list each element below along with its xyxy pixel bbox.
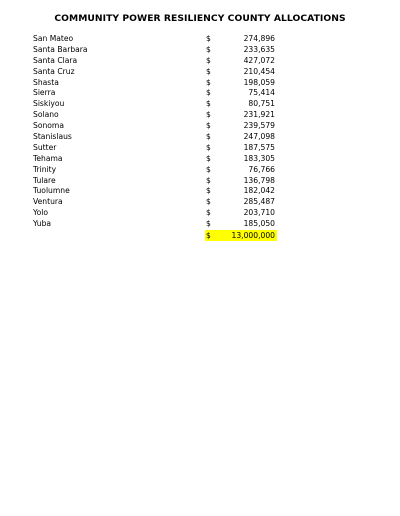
table-row: [33, 56, 283, 67]
county-name: Trinity: [33, 164, 57, 174]
county-name: Stanislaus: [33, 132, 72, 142]
table-row: [33, 197, 283, 208]
total-currency-symbol: $: [206, 231, 211, 241]
county-name: Tehama: [33, 153, 63, 163]
county-name: Santa Cruz: [33, 66, 75, 76]
allocation-amount: 136,798: [243, 175, 275, 185]
county-name: Santa Barbara: [33, 44, 88, 54]
currency-symbol: $: [206, 164, 211, 174]
allocation-amount: 274,896: [243, 34, 275, 43]
currency-symbol: $: [206, 34, 211, 43]
currency-symbol: $: [206, 44, 211, 54]
allocation-amount: 233,635: [243, 44, 275, 54]
table-row: [33, 186, 283, 197]
table-row: [33, 67, 283, 78]
allocation-amount: 75,414: [248, 88, 275, 98]
allocation-amount: 80,751: [248, 99, 275, 109]
table-row: [33, 219, 283, 230]
allocation-amount: 185,050: [243, 219, 275, 229]
table-row: [33, 154, 283, 165]
currency-symbol: $: [206, 186, 211, 196]
county-name: Siskiyou: [33, 99, 65, 109]
currency-symbol: $: [206, 99, 211, 109]
county-name: San Mateo: [33, 34, 74, 43]
currency-symbol: $: [206, 197, 211, 207]
table-row: [33, 143, 283, 154]
county-name: Santa Clara: [33, 55, 78, 65]
currency-symbol: $: [206, 88, 211, 98]
county-name: Sonoma: [33, 121, 64, 131]
county-name: Solano: [33, 110, 59, 120]
page-title: COMMUNITY POWER RESILIENCY COUNTY ALLOCATIONS: [54, 13, 346, 24]
currency-symbol: $: [206, 121, 211, 131]
allocation-amount: 203,710: [243, 208, 275, 218]
table-row: [33, 88, 283, 99]
county-name: Yuba: [33, 219, 52, 229]
table-row: [33, 121, 283, 132]
allocation-amount: 182,042: [243, 186, 275, 196]
table-row: [33, 176, 283, 187]
currency-symbol: $: [206, 219, 211, 229]
currency-symbol: $: [206, 110, 211, 120]
currency-symbol: $: [206, 55, 211, 65]
allocation-table: [33, 34, 283, 241]
total-amount: 13,000,000: [231, 231, 275, 241]
currency-symbol: $: [206, 142, 211, 152]
table-row: [33, 132, 283, 143]
currency-symbol: $: [206, 132, 211, 142]
allocation-amount: 239,579: [243, 121, 275, 131]
table-row: [33, 165, 283, 176]
allocation-amount: 183,305: [243, 153, 275, 163]
table-row: [33, 78, 283, 89]
currency-symbol: $: [206, 175, 211, 185]
allocation-amount: 247,098: [243, 132, 275, 142]
total-row: [33, 230, 283, 241]
currency-symbol: $: [206, 77, 211, 87]
county-name: Tuolumne: [33, 186, 70, 196]
county-name: Tulare: [33, 175, 56, 185]
allocation-amount: 231,921: [243, 110, 275, 120]
allocation-amount: 198,059: [243, 77, 275, 87]
allocation-amount: 187,575: [243, 142, 275, 152]
county-name: Yolo: [33, 208, 49, 218]
county-name: Sutter: [33, 142, 57, 152]
allocation-amount: 76,766: [248, 164, 275, 174]
table-row: [33, 208, 283, 219]
county-name: Sierra: [33, 88, 56, 98]
table-row: [33, 99, 283, 110]
allocation-amount: 210,454: [243, 66, 275, 76]
table-row: [33, 34, 283, 45]
table-row: [33, 110, 283, 121]
allocation-amount: 285,487: [243, 197, 275, 207]
county-name: Shasta: [33, 77, 59, 87]
allocation-amount: 427,072: [243, 55, 275, 65]
county-name: Ventura: [33, 197, 63, 207]
currency-symbol: $: [206, 153, 211, 163]
currency-symbol: $: [206, 66, 211, 76]
table-row: [33, 45, 283, 56]
currency-symbol: $: [206, 208, 211, 218]
